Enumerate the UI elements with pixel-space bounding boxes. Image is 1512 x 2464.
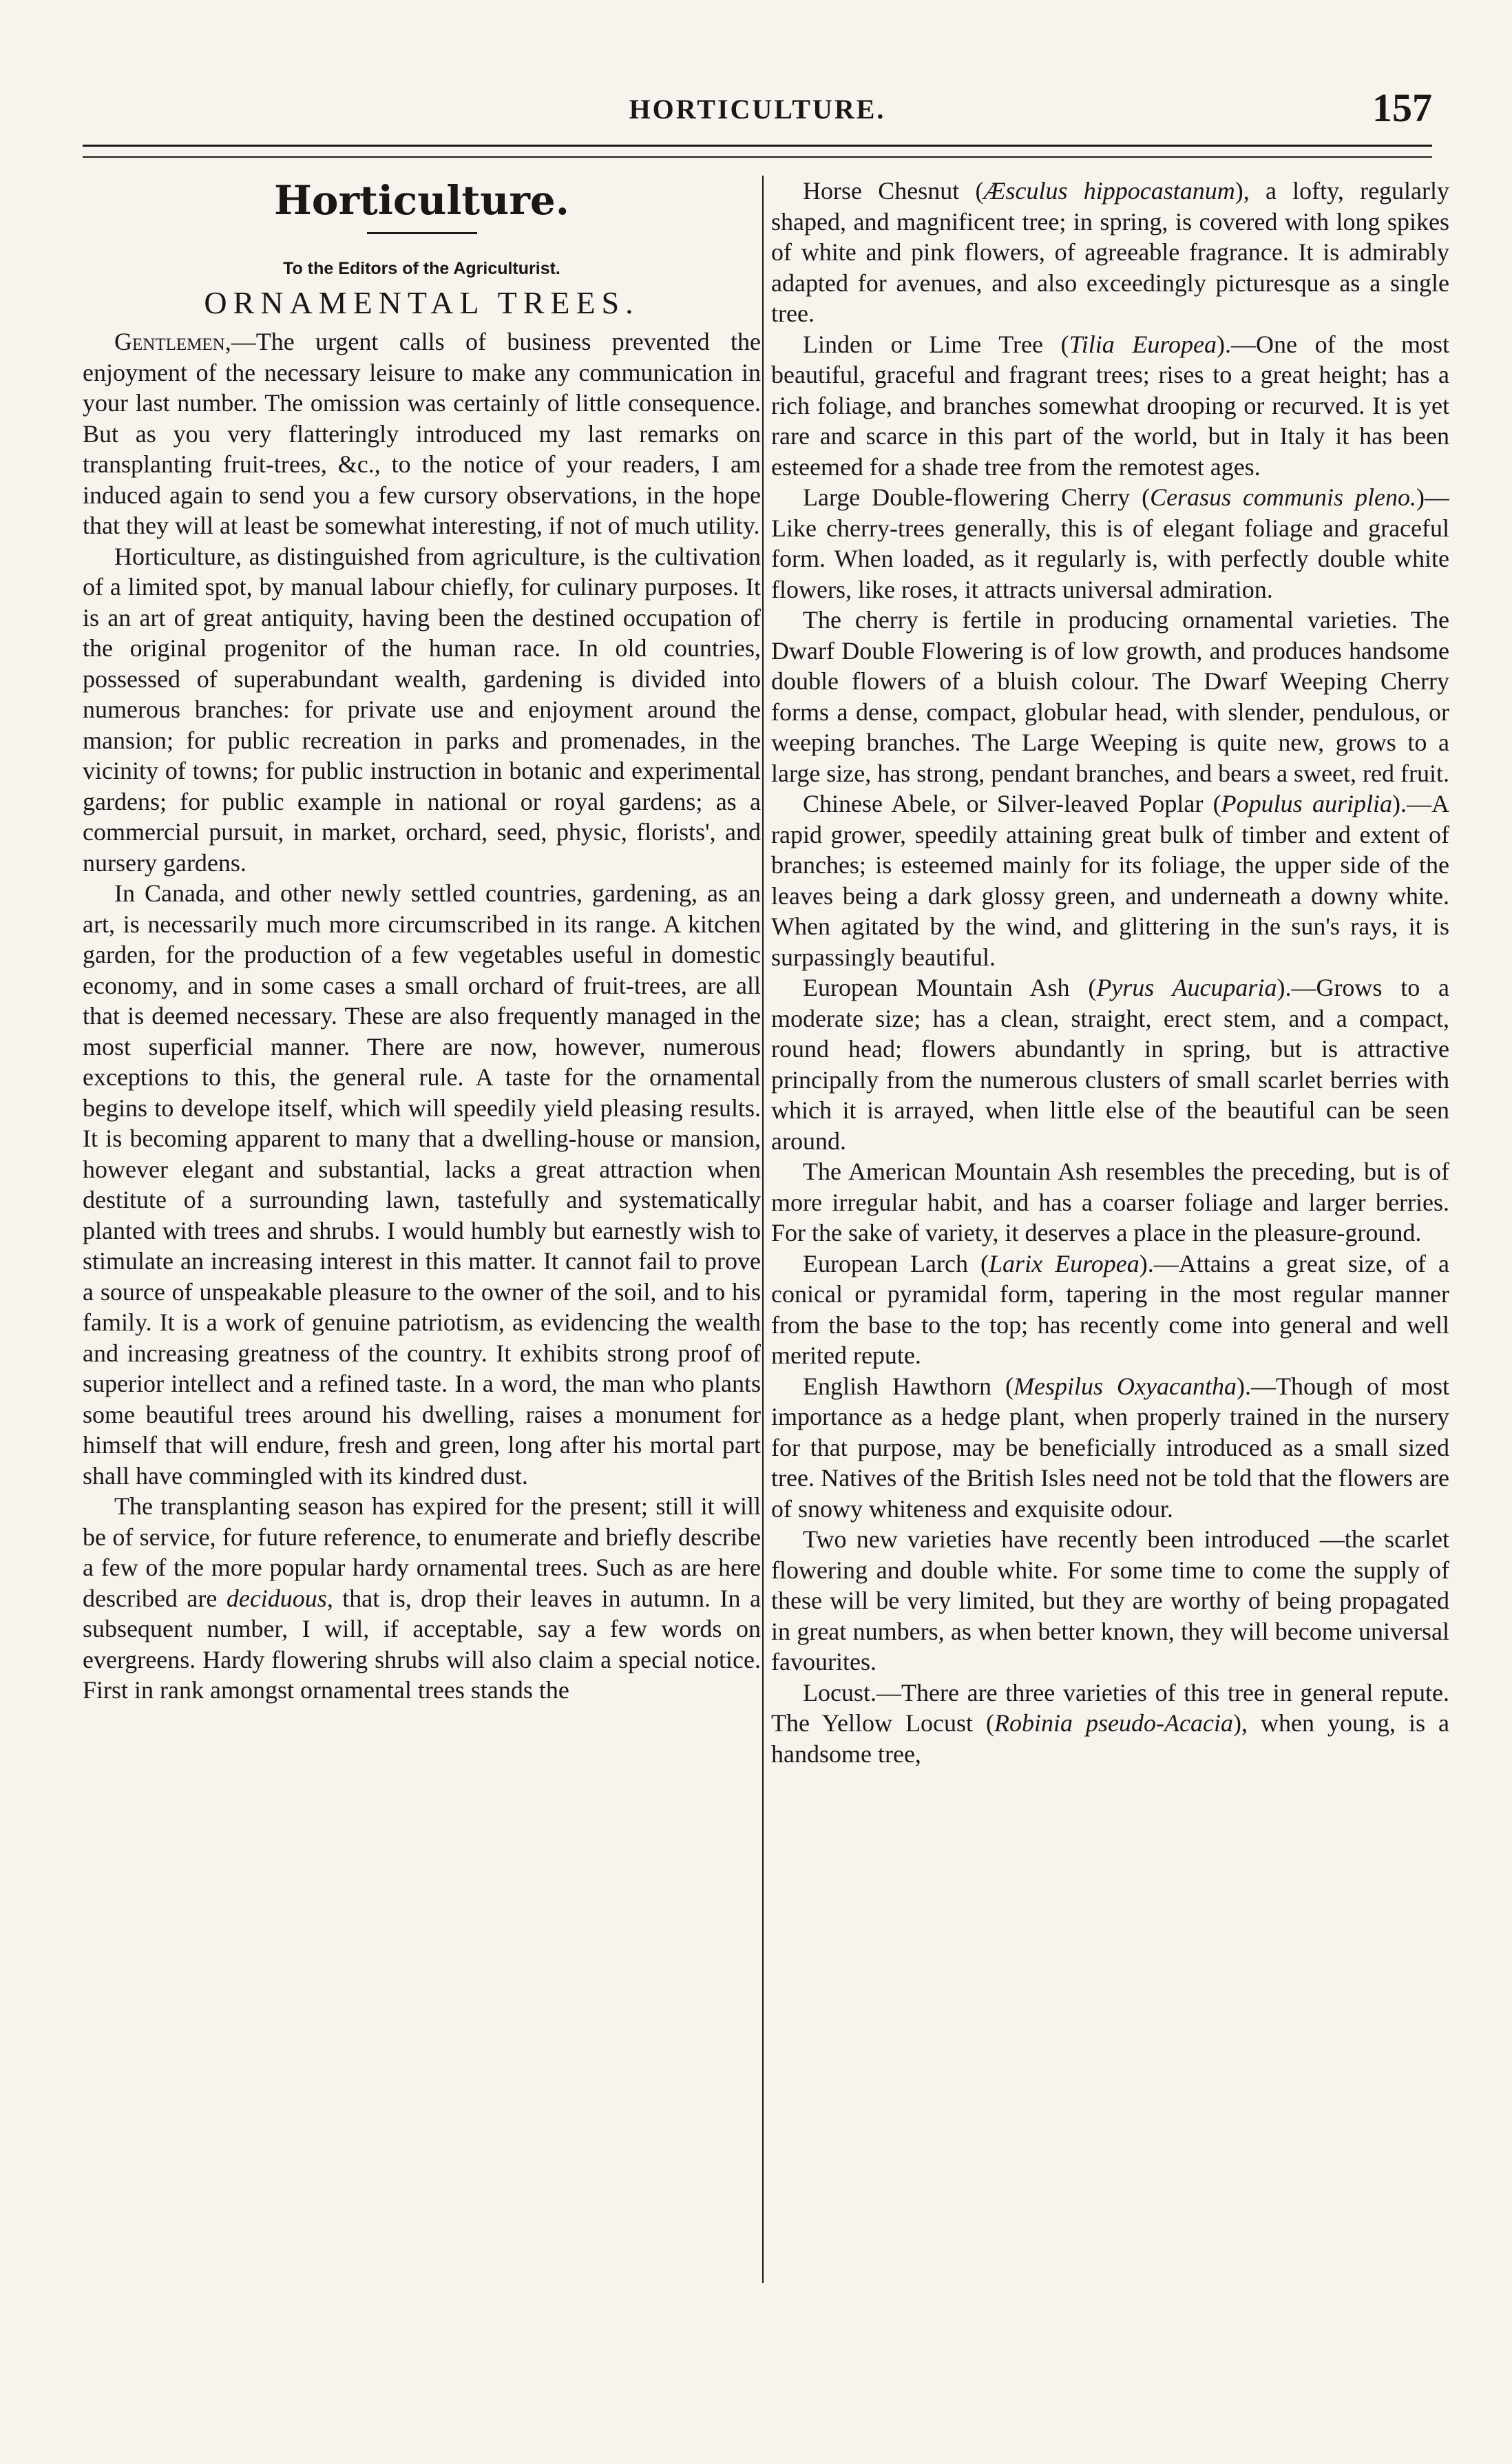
latin-name: Pyrus Aucuparia (1096, 974, 1277, 1001)
running-title: HORTICULTURE. (629, 94, 886, 125)
entry-text: ), when young, is a handsome tree, (771, 1709, 1449, 1768)
entry-text: Linden or Lime Tree ( (803, 330, 1069, 358)
entry-text: ).—Attains a great size, of a conical or pyramidal form, tapering in the most regular manner from the base to the top; has recently come into general and well merited repute. (771, 1249, 1449, 1369)
latin-name: Æsculus hippocastanum (983, 177, 1235, 205)
entry-text: ).—Grows to a moderate size; has a clean, straight, erect stem, and a compact, round head; flowers abundantly in spring, but is attractive principally from the numerous clusters of small scarlet berries with which it is arrayed, when little else of the beautiful can be seen around. (771, 974, 1449, 1155)
paragraph-salutation (83, 326, 761, 541)
entry-american-mountain-ash: The American Mountain Ash resembles the preceding, but is of more irregular habit, and has a coarser foliage and larger berries. For the sake of variety, it deserves a place in the pleasure-ground. (771, 1158, 1449, 1246)
entry-double-cherry (771, 482, 1449, 605)
entry-text: Horse Chesnut ( (803, 177, 984, 205)
left-column (83, 176, 761, 2304)
right-column (771, 176, 1449, 2304)
entry-new-varieties: Two new varieties have recently been introduced —the scarlet flowering and double white. For some time to come the supply of these will be very limited, but they are worthy of being propagated in great numbers, as when better known, they will become universal favourites. (771, 1525, 1449, 1675)
entry-text: Chinese Abele, or Silver-leaved Poplar ( (803, 790, 1221, 817)
entry-cherry-varieties: The cherry is fertile in producing ornamental varieties. The Dwarf Double Flowering is of low growth, and produces handsome double flowers of a bluish colour. The Dwarf Weeping Cherry forms a dense, compact, globular head, with slender, pendulous, or weeping branches. The Large Weeping is quite new, grows to a large size, has strong, pendant branches, and bears a sweet, red fruit. (771, 606, 1449, 787)
entry-text: English Hawthorn ( (803, 1372, 1014, 1400)
paragraph-text: , that is, drop their leaves in autumn. In a subsequent number, I will, if acceptable, say a few words on evergreens. Hardy flowering shrubs will also claim a special notice. First in rank amongst ornamental trees stands the (83, 1584, 761, 1704)
entry-locust (771, 1678, 1449, 1770)
latin-name: Robinia pseudo-Acacia (994, 1709, 1233, 1737)
section-title: Horticulture. (274, 177, 569, 224)
paragraph-transplanting-season (83, 1491, 761, 1706)
dedication: To the Editors of the Agriculturist. (283, 259, 560, 278)
entry-text: ).—One of the most beautiful, graceful and fragrant trees; rises to a great height; has a rich foliage, and branches somewhat drooping or recurved. It is yet rare and scarce in this part of the world, but in Italy it has been esteemed for a shade tree from the remotest ages. (771, 330, 1449, 481)
latin-name: Tilia Europea (1069, 330, 1217, 358)
running-head (83, 85, 1432, 134)
entry-text: ).—Though of most importance as a hedge plant, when properly trained in the nursery for that purpose, may be beneficially introduced as a small sized tree. Natives of the British Isles need not be told that the flowers are of snowy whiteness and exquisite odour. (771, 1372, 1449, 1523)
entry-mountain-ash (771, 972, 1449, 1156)
entry-linden (771, 329, 1449, 483)
latin-name: Cerasus communis pleno. (1150, 483, 1416, 511)
latin-name: Larix Europea (989, 1249, 1140, 1277)
entry-text: ).—A rapid grower, speedily attaining great bulk of timber and extent of branches; is esteemed mainly for its foliage, the upper side of the leaves being a dark glossy green, and underneath a downy white. When agitated by the wind, and glittering in the sun's rays, it is surpassingly beautiful. (771, 790, 1449, 971)
entry-text: )—Like cherry-trees generally, this is of elegant foliage and graceful form. When loaded, as it regularly is, with perfectly double white flowers, like roses, it attracts universal admiration. (771, 483, 1449, 603)
latin-name: Mespilus Oxyacantha (1014, 1372, 1237, 1400)
header-double-rule (83, 145, 1432, 158)
salutation: Gentlemen, (114, 328, 231, 355)
article-title: ORNAMENTAL TREES. (204, 285, 640, 320)
entry-text: Locust.—There are three varieties of this tree in general repute. The Yellow Locust ( (771, 1678, 1449, 1737)
paragraph-canada-gardening: In Canada, and other newly settled countries, gardening, as an art, is necessarily much more circumscribed in its range. A kitchen garden, for the production of a few vegetables useful in domestic economy, and in some cases a small orchard of fruit-trees, are all that is deemed necessary. These are also frequently managed in the most superficial manner. There are now, however, numerous exceptions to this, the general rule. A taste for the ornamental begins to develope itself, which will speedily yield pleasing results. It is becoming apparent to many that a dwelling-house or mansion, however elegant and substantial, lacks a great attraction when destitute of a surrounding lawn, tastefully and systematically planted with trees and shrubs. I would humbly but earnestly wish to stimulate an increasing interest in this matter. It cannot fail to prove a source of unspeakable pleasure to the owner of the soil, and to his family. It is a work of genuine patriotism, as evidencing the wealth and increasing greatness of the country. It exhibits strong proof of superior intellect and a refined taste. In a word, the man who plants some beautiful trees around his dwelling, raises a monument for himself that will endure, fresh and green, long after his mortal part shall have commingled with its kindred dust. (83, 879, 761, 1490)
entry-horse-chesnut (771, 176, 1449, 329)
section-title-rule (367, 232, 477, 234)
entry-chinese-abele (771, 789, 1449, 972)
entry-text: European Larch ( (803, 1249, 989, 1277)
entry-text: European Mountain Ash ( (803, 974, 1097, 1001)
emphasis: deciduous (226, 1584, 327, 1612)
entry-hawthorn (771, 1371, 1449, 1525)
latin-name: Populus auriplia (1221, 790, 1392, 817)
paragraph-text: The transplanting season has expired for the present; still it will be of service, for future reference, to enumerate and briefly describe a few of the more popular hardy ornamental trees. Such as are here described are (83, 1492, 761, 1612)
paragraph-horticulture-definition: Horticulture, as distinguished from agriculture, is the cultivation of a limited spot, by manual labour chiefly, for culinary purposes. It is an art of great antiquity, having been the destined occupation of the original progenitor of the human race. In old countries, possessed of superabundant wealth, gardening is divided into numerous branches: for private use and enjoyment around the mansion; for public recreation in parks and promenades, in the vicinity of towns; for public instruction in botanic and experimental gardens; for public example in national or royal gardens; as a commercial pursuit, in market, orchard, seed, physic, florists', and nursery gardens. (83, 542, 761, 877)
entry-larch (771, 1249, 1449, 1371)
column-divider (762, 176, 764, 2283)
page-number: 157 (1372, 85, 1432, 130)
paragraph-text: —The urgent calls of business prevented the enjoyment of the necessary leisure to make any communication in your last number. The omission was certainly of little consequence. But as you very flatteringly introduced my last remarks on transplanting fruit-trees, &c., to the notice of your readers, I am induced again to send you a few cursory observations, in the hope that they will at least be somewhat interesting, if not of much utility. (83, 328, 761, 539)
entry-text: Large Double-flowering Cherry ( (803, 483, 1151, 511)
entry-text: ), a lofty, regularly shaped, and magnificent tree; in spring, is covered with long spikes of white and pink flowers, of agreeable fragrance. It is admirably adapted for avenues, and also exceedingly picturesque as a single tree. (771, 177, 1449, 327)
